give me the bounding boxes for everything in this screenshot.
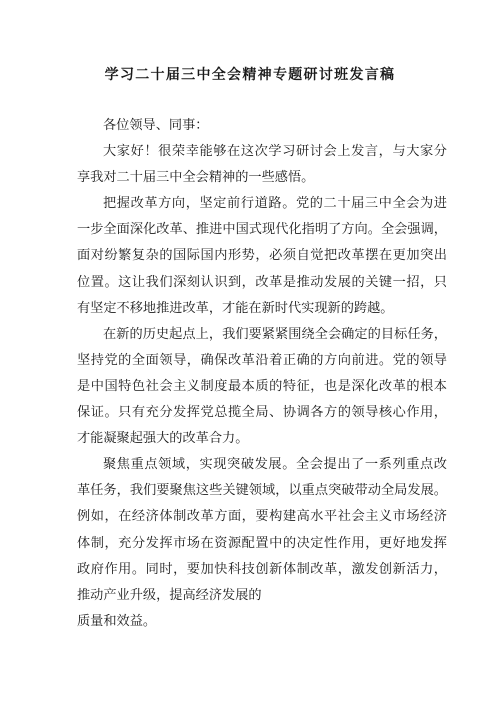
text-line: 坚持党的全面领导，确保改革沿着正确的方向前进。党的领导 (77, 352, 447, 368)
text-line: 聚焦重点领域，实现突破发展。全会提出了一系列重点改 (103, 457, 447, 473)
text-line: 推动产业升级，提高经济发展的 (77, 587, 262, 603)
text-line: 质量和效益。 (77, 613, 157, 629)
document-title: 学习二十届三中全会精神专题研讨班发言稿 (104, 67, 396, 83)
text-line: 享我对二十届三中全会精神的一些感悟。 (77, 170, 315, 186)
text-line: 才能凝聚起强大的改革合力。 (77, 431, 249, 447)
text-line: 各位领导、同事： (103, 118, 209, 133)
text-line: 把握改革方向，坚定前行道路。党的二十届三中全会为进 (103, 196, 447, 212)
text-line: 是中国特色社会主义制度最本质的特征，也是深化改革的根本 (77, 378, 447, 394)
text-line: 例如，在经济体制改革方面，要构建高水平社会主义市场经济 (77, 509, 447, 525)
text-line: 一步全面深化改革、推进中国式现代化指明了方向。全会强调， (77, 222, 447, 238)
text-line: 大家好！很荣幸能够在这次学习研讨会上发言，与大家分 (103, 144, 447, 160)
text-line: 在新的历史起点上，我们要紧紧围绕全会确定的目标任务， (103, 326, 447, 342)
text-line: 革任务，我们要聚焦这些关键领域，以重点突破带动全局发展。 (77, 483, 447, 499)
text-line: 体制，充分发挥市场在资源配置中的决定性作用，更好地发挥 (77, 535, 447, 551)
document-body (77, 113, 447, 635)
text-line: 保证。只有充分发挥党总揽全局、协调各方的领导核心作用， (77, 405, 447, 421)
text-line: 位置。这让我们深刻认识到，改革是推动发展的关键一招，只 (77, 274, 447, 290)
text-line: 面对纷繁复杂的国际国内形势，必须自觉把改革摆在更加突出 (77, 248, 447, 264)
text-line: 政府作用。同时，要加快科技创新体制改革，激发创新活力， (77, 561, 447, 577)
text-line: 有坚定不移地推进改革，才能在新时代实现新的跨越。 (77, 300, 394, 316)
